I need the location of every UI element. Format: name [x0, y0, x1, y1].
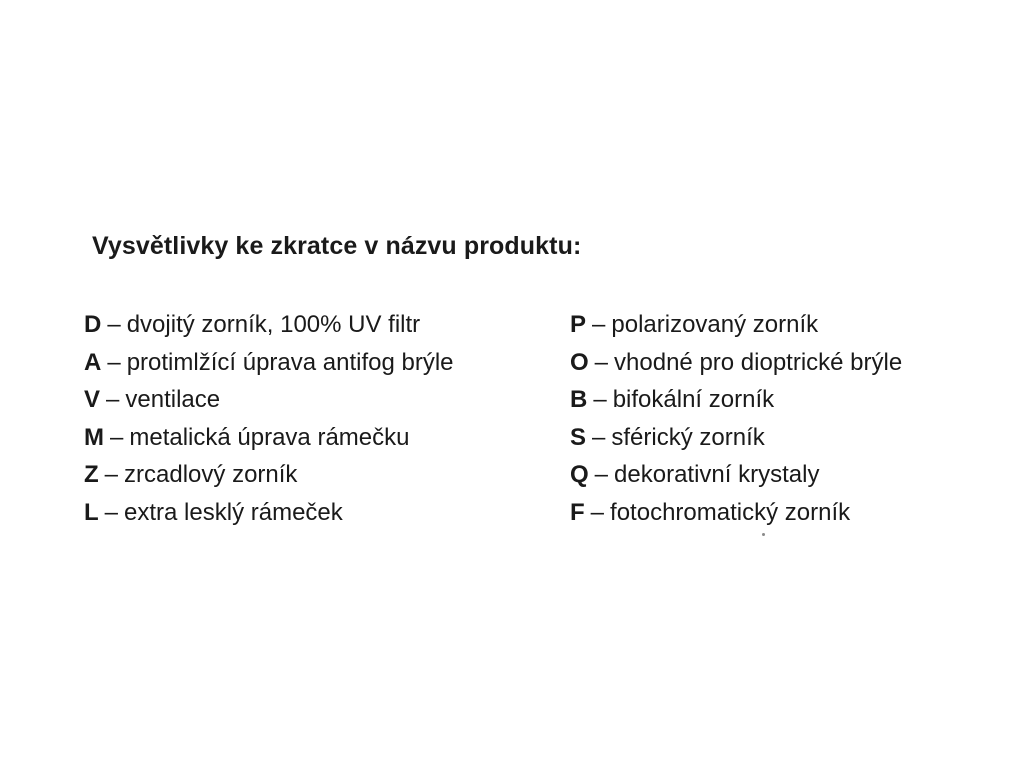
legend-code: F	[570, 498, 585, 526]
legend-description: zrcadlový zorník	[124, 461, 298, 488]
legend-description: dvojitý zorník, 100% UV filtr	[126, 311, 421, 338]
legend-code: V	[84, 386, 101, 413]
legend-item-l	[84, 494, 454, 532]
legend-code: D	[84, 311, 102, 338]
legend-item-a	[84, 344, 454, 382]
legend-code: Z	[84, 461, 99, 488]
legend-separator: –	[104, 498, 119, 526]
legend-description: dekorativní krystaly	[614, 461, 820, 488]
legend-description: bifokální zorník	[612, 386, 775, 413]
legend-item-f	[570, 494, 902, 532]
legend-description: protimlžící úprava antifog brýle	[126, 348, 454, 376]
legend-separator: –	[107, 311, 121, 338]
legend-code: P	[570, 311, 587, 338]
legend-description: sférický zorník	[611, 423, 765, 451]
legend-code: L	[84, 498, 99, 526]
legend-code: M	[84, 423, 104, 451]
legend-item-z	[84, 456, 454, 494]
legend-separator: –	[594, 348, 609, 376]
legend-description: extra lesklý rámeček	[124, 498, 343, 526]
legend-code: A	[84, 348, 102, 376]
legend-left-column	[84, 306, 454, 531]
legend-item-m	[84, 419, 454, 457]
legend-description: fotochromatický zorník	[610, 498, 851, 526]
legend-separator: –	[104, 461, 119, 488]
legend-code: B	[570, 386, 588, 413]
legend-separator: –	[590, 498, 605, 526]
legend-description: polarizovaný zorník	[611, 311, 819, 338]
legend-title: Vysvětlivky ke zkratce v názvu produktu:	[92, 232, 582, 260]
stray-dot	[762, 533, 765, 536]
legend-item-s	[570, 419, 902, 457]
legend-code: O	[570, 348, 589, 376]
legend-separator: –	[107, 348, 121, 376]
legend-description: metalická úprava rámečku	[129, 423, 410, 451]
legend-code: Q	[570, 461, 589, 488]
legend-separator: –	[592, 423, 606, 451]
legend-item-d	[84, 306, 454, 344]
legend-right-column	[570, 306, 902, 531]
legend-item-v	[84, 381, 454, 419]
legend-code: S	[570, 423, 587, 451]
legend-description: ventilace	[125, 386, 221, 413]
legend-separator: –	[592, 311, 606, 338]
legend-item-o	[570, 344, 902, 382]
legend-item-b	[570, 381, 902, 419]
legend-description: vhodné pro dioptrické brýle	[614, 348, 903, 376]
legend-separator: –	[110, 423, 124, 451]
legend-separator: –	[594, 461, 609, 488]
legend-item-q	[570, 456, 902, 494]
legend-separator: –	[106, 386, 120, 413]
legend-separator: –	[593, 386, 607, 413]
legend-item-p	[570, 306, 902, 344]
